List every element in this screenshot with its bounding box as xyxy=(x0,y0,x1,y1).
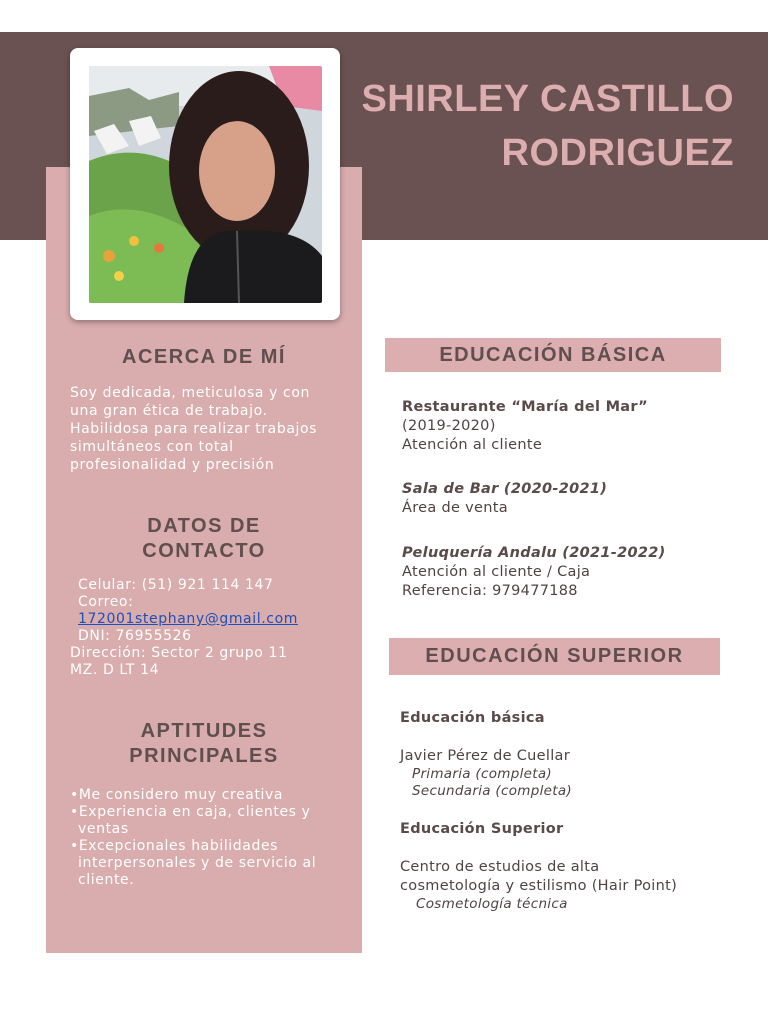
basic-entry-1-detail: Atención al cliente xyxy=(402,437,543,453)
basic-education-heading: EDUCACIÓN BÁSICA xyxy=(385,338,721,372)
superior-education-heading: EDUCACIÓN SUPERIOR xyxy=(389,638,720,675)
basic-entry-3-title: Peluquería Andalu (2021-2022) xyxy=(402,545,666,561)
skills-item: •Me considero muy creativa xyxy=(70,787,284,803)
contact-phone: Celular: (51) 921 114 147 xyxy=(78,577,274,593)
superior-block-2-item-1: Cosmetología técnica xyxy=(416,896,568,912)
candidate-name xyxy=(361,72,734,180)
basic-entry-2-title: Sala de Bar (2020-2021) xyxy=(402,481,608,497)
basic-entry-3-detail: Atención al cliente / Caja xyxy=(402,564,591,580)
superior-block-2-school-line-1: Centro de estudios de alta xyxy=(400,859,600,875)
contact-address-line-2: MZ. D LT 14 xyxy=(70,662,160,678)
basic-entry-2-detail: Área de venta xyxy=(402,500,508,516)
basic-entry-3 xyxy=(402,544,722,601)
contact-email-label: Correo: xyxy=(78,594,134,610)
superior-block-1-item-2: Secundaria (completa) xyxy=(412,783,572,799)
superior-block-1 xyxy=(400,709,730,800)
superior-block-1-school: Javier Pérez de Cuellar xyxy=(400,748,570,764)
superior-block-2 xyxy=(400,820,730,913)
skills-list xyxy=(70,787,340,889)
basic-entry-1-years: (2019-2020) xyxy=(402,418,496,434)
skills-heading-line-2: PRINCIPALES xyxy=(129,745,279,767)
skills-heading-line-1: APTITUDES xyxy=(140,720,268,742)
skills-heading xyxy=(46,719,362,769)
superior-block-1-title: Educación básica xyxy=(400,710,545,726)
contact-heading xyxy=(46,514,362,564)
profile-photo-frame xyxy=(70,48,340,320)
basic-entry-1-title: Restaurante “María del Mar” xyxy=(402,399,648,415)
name-line-2: RODRIGUEZ xyxy=(501,132,734,174)
contact-email-link[interactable]: 172001stephany@gmail.com xyxy=(78,611,298,627)
superior-block-2-title: Educación Superior xyxy=(400,821,564,837)
superior-block-2-school-line-2: cosmetología y estilismo (Hair Point) xyxy=(400,878,678,894)
contact-heading-line-2: CONTACTO xyxy=(142,540,266,562)
superior-block-1-item-1: Primaria (completa) xyxy=(412,766,552,782)
basic-entry-3-reference: Referencia: 979477188 xyxy=(402,583,578,599)
about-text: Soy dedicada, meticulosa y con una gran ética de trabajo. Habilidosa para realizar trabajos simultáneos con total profesionalidad y precisión xyxy=(70,385,318,473)
contact-address-line-1: Dirección: Sector 2 grupo 11 xyxy=(70,645,288,661)
about-heading: ACERCA DE MÍ xyxy=(122,346,286,368)
skills-item: •Experiencia en caja, clientes y ventas xyxy=(70,804,311,837)
name-line-1: SHIRLEY CASTILLO xyxy=(361,78,734,120)
contact-heading-line-1: DATOS DE xyxy=(147,515,261,537)
profile-photo xyxy=(89,66,322,303)
basic-entry-2 xyxy=(402,480,722,518)
contact-dni: DNI: 76955526 xyxy=(78,628,192,644)
skills-item: •Excepcionales habilidades interpersonales y de servicio al cliente. xyxy=(70,838,317,888)
contact-details xyxy=(70,577,350,679)
basic-entry-1 xyxy=(402,398,722,455)
